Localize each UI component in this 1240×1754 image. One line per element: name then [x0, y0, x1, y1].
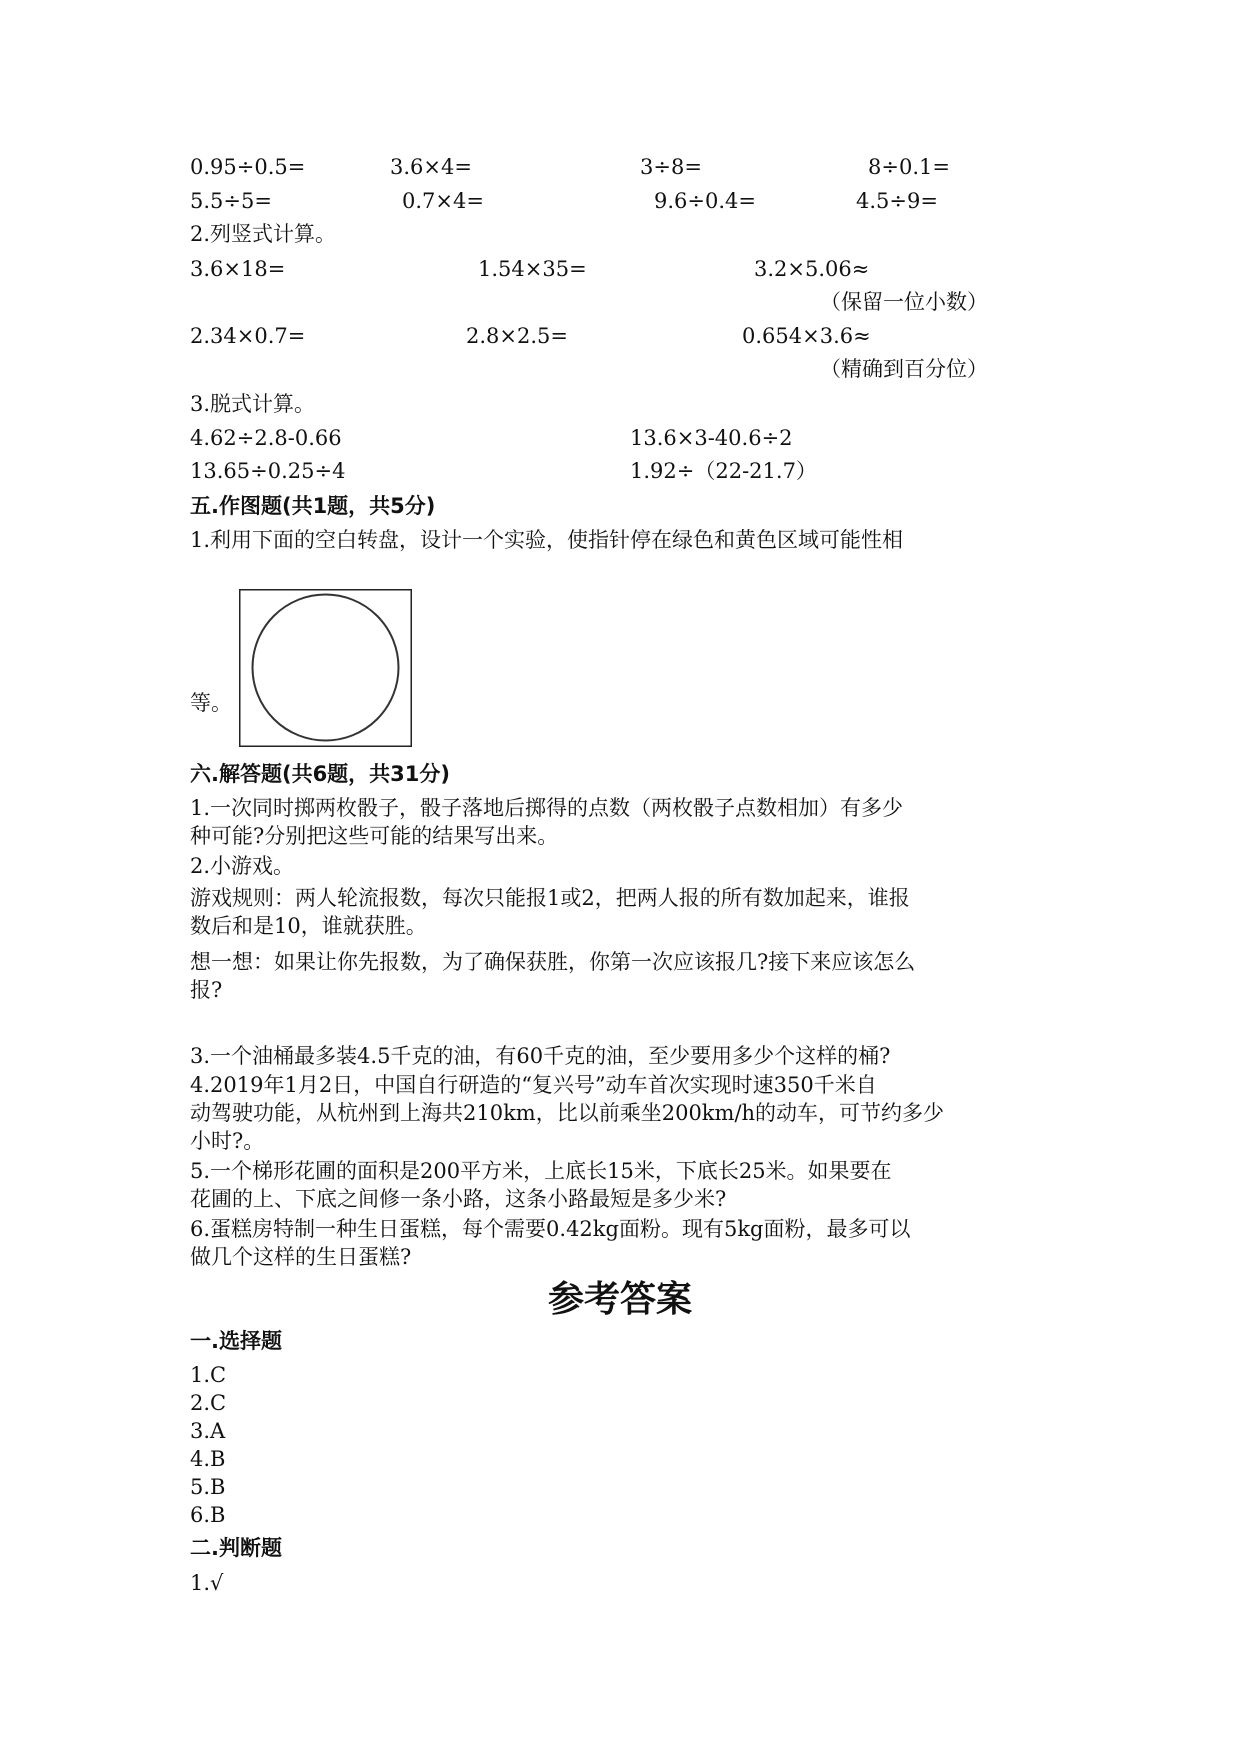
section-6-question-2-title: 2.小游戏。	[190, 854, 295, 878]
oral-calc-8: 4.5÷9=	[856, 189, 938, 213]
vertical-calc-1: 3.6×18=	[190, 257, 286, 281]
vertical-calc-note-1: （保留一位小数）	[820, 290, 988, 314]
stepwise-heading: 3.脱式计算。	[190, 392, 316, 416]
section-5-question-1: 1.利用下面的空白转盘，设计一个实验，使指针停在绿色和黄色区域可能性相	[190, 528, 904, 552]
section-6-question-5-line-1: 5.一个梯形花圃的面积是200平方米，上底长15米，下底长25米。如果要在	[190, 1159, 892, 1183]
section-5-heading: 五.作图题(共1题，共5分)	[190, 494, 436, 518]
section-6-question-1-line-1: 1.一次同时掷两枚骰子，骰子落地后掷得的点数（两枚骰子点数相加）有多少	[190, 796, 904, 820]
oral-calc-1: 0.95÷0.5=	[190, 155, 306, 179]
blank-spinner-figure	[239, 589, 412, 747]
section-6-question-2-think-line-1: 想一想：如果让你先报数，为了确保获胜，你第一次应该报几?接下来应该怎么	[190, 950, 916, 974]
oral-calc-7: 9.6÷0.4=	[654, 189, 756, 213]
answer-item: 3.A	[190, 1419, 226, 1443]
section-6-question-6-line-1: 6.蛋糕房特制一种生日蛋糕，每个需要0.42kg面粉。现有5kg面粉，最多可以	[190, 1217, 911, 1241]
section-6-question-1-line-2: 种可能?分别把这些可能的结果写出来。	[190, 824, 559, 848]
vertical-calc-note-2: （精确到百分位）	[820, 357, 988, 381]
stepwise-calc-2: 13.6×3-40.6÷2	[630, 426, 793, 450]
section-6-question-5-line-2: 花圃的上、下底之间修一条小路，这条小路最短是多少米?	[190, 1187, 727, 1211]
section-6-question-2-rule-line-1: 游戏规则：两人轮流报数，每次只能报1或2，把两人报的所有数加起来，谁报	[190, 886, 910, 910]
vertical-calc-5: 2.8×2.5=	[466, 324, 568, 348]
answers-title: 参考答案	[548, 1279, 693, 1320]
section-5-question-1-end: 等。	[190, 691, 232, 715]
answer-item: 5.B	[190, 1475, 226, 1499]
answer-item: 2.C	[190, 1391, 227, 1415]
oral-calc-3: 3÷8=	[640, 155, 702, 179]
section-6-question-4-line-1: 4.2019年1月2日，中国自行研造的“复兴号”动车首次实现时速350千米自	[190, 1073, 877, 1097]
oral-calc-4: 8÷0.1=	[868, 155, 950, 179]
answer-item: 4.B	[190, 1447, 226, 1471]
answers-section-1-heading: 一.选择题	[190, 1329, 282, 1353]
oral-calc-6: 0.7×4=	[402, 189, 484, 213]
vertical-calc-2: 1.54×35=	[478, 257, 587, 281]
stepwise-calc-1: 4.62÷2.8-0.66	[190, 426, 342, 450]
section-6-question-6-line-2: 做几个这样的生日蛋糕?	[190, 1245, 412, 1269]
section-6-heading: 六.解答题(共6题，共31分)	[190, 762, 451, 786]
section-6-question-4-line-2: 动驾驶功能，从杭州到上海共210km，比以前乘坐200km/h的动车，可节约多少	[190, 1101, 945, 1125]
stepwise-calc-3: 13.65÷0.25÷4	[190, 459, 346, 483]
answer-item: 1.√	[190, 1571, 224, 1595]
oral-calc-5: 5.5÷5=	[190, 189, 272, 213]
oral-calc-2: 3.6×4=	[390, 155, 472, 179]
section-6-question-4-line-3: 小时?。	[190, 1129, 265, 1153]
vertical-calc-heading: 2.列竖式计算。	[190, 222, 337, 246]
spinner-frame	[240, 590, 412, 747]
section-6-question-2-think-line-2: 报?	[190, 978, 223, 1002]
vertical-calc-6: 0.654×3.6≈	[742, 324, 871, 348]
answers-section-2-heading: 二.判断题	[190, 1536, 282, 1560]
section-6-question-3: 3.一个油桶最多装4.5千克的油，有60千克的油，至少要用多少个这样的桶?	[190, 1044, 891, 1068]
stepwise-calc-4: 1.92÷（22-21.7）	[630, 459, 817, 483]
vertical-calc-4: 2.34×0.7=	[190, 324, 306, 348]
section-6-question-2-rule-line-2: 数后和是10，谁就获胜。	[190, 914, 427, 938]
answer-item: 1.C	[190, 1363, 227, 1387]
answer-item: 6.B	[190, 1503, 226, 1527]
spinner-circle	[253, 595, 399, 741]
vertical-calc-3: 3.2×5.06≈	[754, 257, 870, 281]
